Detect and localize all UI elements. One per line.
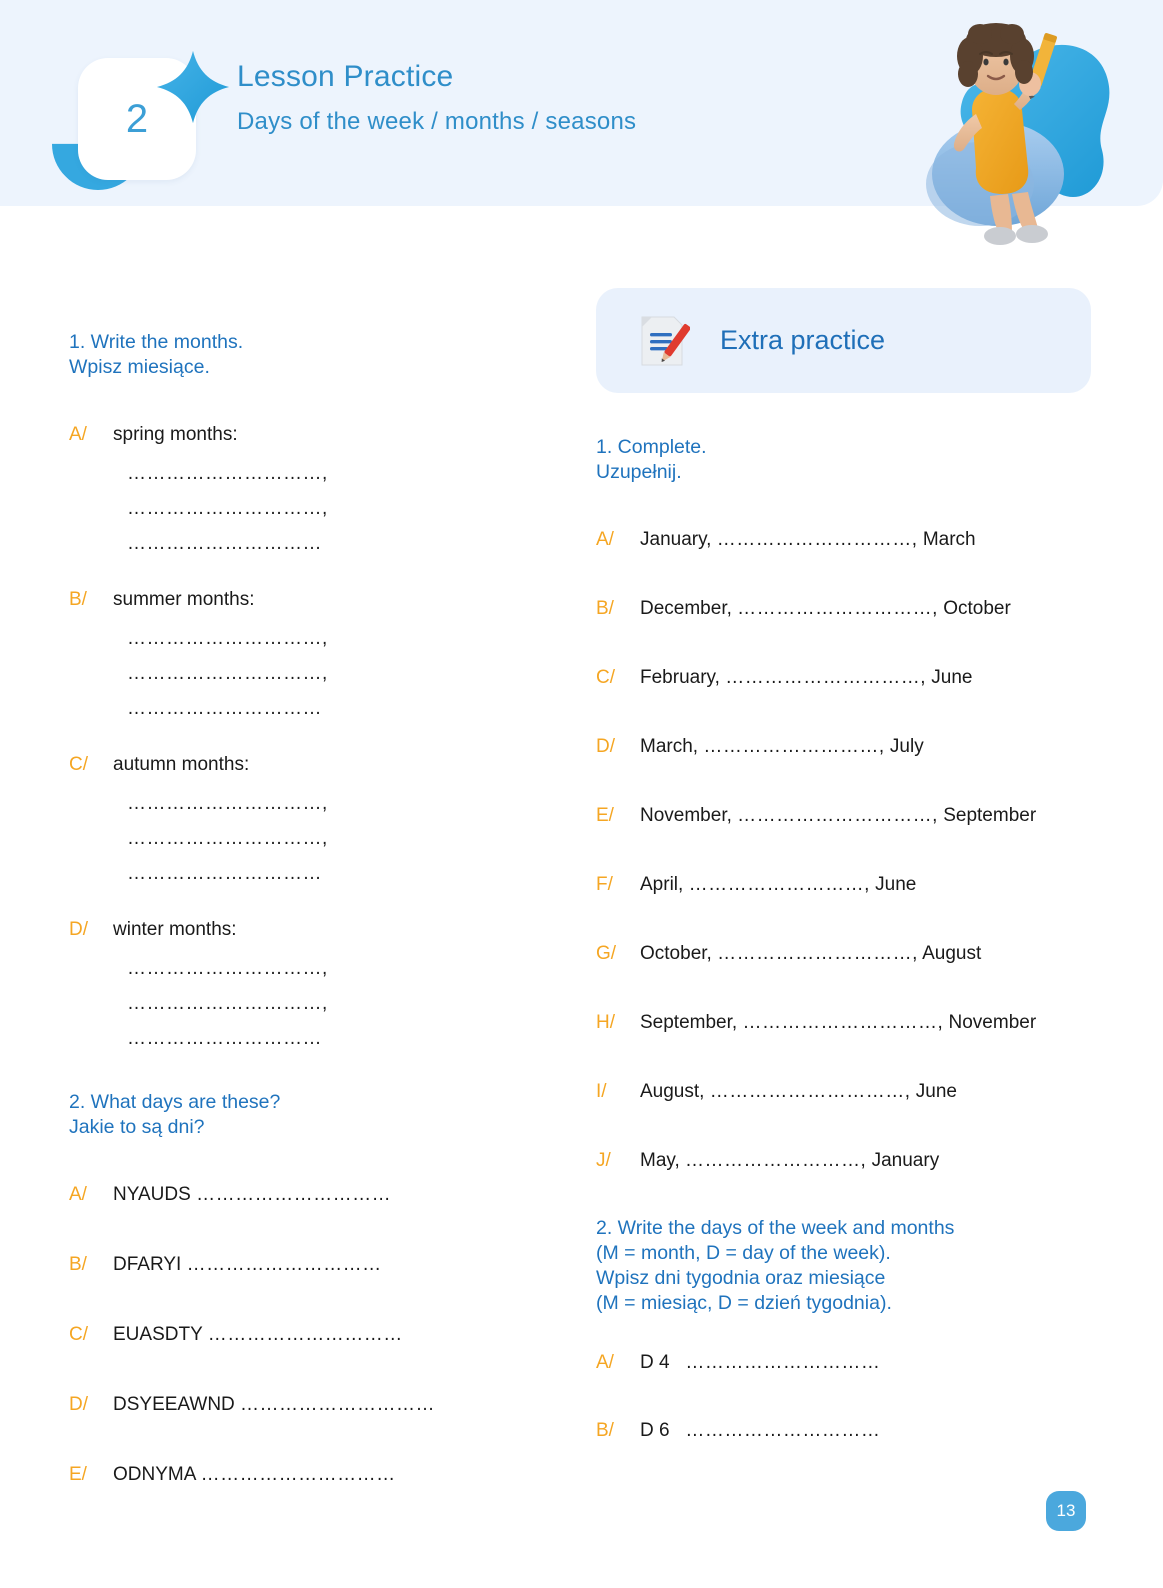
answer-blank[interactable]: …………………………, bbox=[742, 1012, 944, 1033]
anagram-text: NYAUDS bbox=[113, 1184, 191, 1205]
sequence-before: April, bbox=[640, 874, 684, 895]
item-label: spring months: bbox=[113, 424, 238, 445]
item-label: summer months: bbox=[113, 589, 255, 610]
item-label: winter months: bbox=[113, 919, 237, 940]
list-item bbox=[596, 665, 1091, 691]
answer-blank[interactable]: ………………………… bbox=[207, 1324, 403, 1345]
anagram-text: EUASDTY bbox=[113, 1324, 203, 1345]
item-tag: E/ bbox=[69, 1464, 87, 1485]
sequence-after: March bbox=[922, 529, 976, 550]
right-column bbox=[596, 288, 1091, 1444]
anagram-word bbox=[113, 1392, 539, 1418]
list-item bbox=[69, 1392, 539, 1418]
answer-blank[interactable]: …………………………, bbox=[127, 828, 328, 849]
anagram-word bbox=[113, 1322, 539, 1348]
list-item bbox=[596, 1148, 1091, 1174]
right-ex2-heading-en-2: (M = month, D = day of the week). bbox=[596, 1242, 891, 1264]
anagram-text: DSYEEAWND bbox=[113, 1394, 235, 1415]
complete-sequence bbox=[640, 1079, 1091, 1105]
answer-blank[interactable]: ………………………, bbox=[703, 736, 885, 757]
lesson-badge bbox=[52, 46, 232, 196]
extra-practice-title: Extra practice bbox=[720, 325, 886, 355]
answer-blank[interactable]: …………………………, bbox=[127, 793, 328, 814]
item-tag: D/ bbox=[69, 1394, 88, 1415]
item-tag: J/ bbox=[596, 1150, 611, 1171]
left-ex2-heading-en: 2. What days are these? bbox=[69, 1091, 281, 1113]
left-column bbox=[69, 330, 539, 1488]
sequence-after: August bbox=[922, 943, 982, 964]
item-tag: A/ bbox=[596, 529, 614, 550]
lesson-number: 2 bbox=[125, 97, 149, 141]
list-item bbox=[596, 1010, 1091, 1036]
list-item bbox=[596, 872, 1091, 898]
answer-blank[interactable]: ………………………… bbox=[127, 698, 322, 719]
extra-practice-box bbox=[596, 288, 1091, 393]
right-exercise1-heading bbox=[596, 435, 1091, 485]
page-title: Lesson Practice bbox=[237, 60, 454, 93]
list-item bbox=[69, 587, 539, 613]
item-tag: B/ bbox=[69, 589, 87, 610]
complete-sequence bbox=[640, 1148, 1091, 1174]
item-tag: D/ bbox=[596, 736, 615, 757]
sequence-after: October bbox=[943, 598, 1011, 619]
right-exercise2-heading bbox=[596, 1216, 1091, 1316]
anagram-word bbox=[113, 1252, 539, 1278]
answer-blank[interactable]: ………………………… bbox=[685, 1420, 881, 1441]
item-tag: G/ bbox=[596, 943, 617, 964]
left-exercise1-heading bbox=[69, 330, 539, 380]
list-item bbox=[596, 803, 1091, 829]
anagram-word bbox=[113, 1182, 539, 1208]
sequence-before: August, bbox=[640, 1081, 705, 1102]
answer-blank[interactable]: …………………………, bbox=[716, 529, 918, 550]
complete-sequence bbox=[640, 1010, 1091, 1036]
list-item bbox=[596, 1418, 1091, 1444]
anagram-text: DFARYI bbox=[113, 1254, 182, 1275]
complete-sequence bbox=[640, 527, 1091, 553]
sequence-before: January, bbox=[640, 529, 712, 550]
answer-blank[interactable]: …………………………, bbox=[725, 667, 926, 688]
list-item bbox=[69, 1462, 539, 1488]
item-tag: B/ bbox=[596, 598, 614, 619]
right-ex2-heading-en-1: 2. Write the days of the week and months bbox=[596, 1217, 955, 1239]
right-ex1-heading-en: 1. Complete. bbox=[596, 436, 707, 458]
page-number: 13 bbox=[1056, 1501, 1076, 1520]
code-text: D 6 bbox=[640, 1420, 670, 1441]
answer-blank[interactable]: …………………………, bbox=[709, 1081, 911, 1102]
item-label: autumn months: bbox=[113, 754, 250, 775]
item-tag: E/ bbox=[596, 805, 614, 826]
sequence-after: July bbox=[889, 736, 924, 757]
sequence-after: September bbox=[943, 805, 1037, 826]
sequence-after: January bbox=[871, 1150, 940, 1171]
list-item bbox=[69, 1322, 539, 1348]
page-header bbox=[0, 0, 1163, 206]
answer-blank[interactable]: …………………………, bbox=[127, 958, 328, 979]
answer-blank[interactable]: ………………………, bbox=[688, 874, 870, 895]
answer-blank[interactable]: …………………………, bbox=[737, 598, 938, 619]
left-ex1-heading-en: 1. Write the months. bbox=[69, 331, 244, 353]
list-item bbox=[596, 1350, 1091, 1376]
answer-blank[interactable]: ………………………… bbox=[196, 1184, 392, 1205]
girl-with-pencil-illustration bbox=[880, 18, 1142, 248]
answer-blank[interactable]: …………………………, bbox=[737, 805, 938, 826]
sequence-after: June bbox=[875, 874, 917, 895]
sequence-before: May, bbox=[640, 1150, 680, 1171]
right-ex2-heading-pl-2: (M = miesiąc, D = dzień tygodnia). bbox=[596, 1292, 892, 1314]
item-tag: A/ bbox=[69, 1184, 87, 1205]
answer-blank[interactable]: ………………………… bbox=[186, 1254, 382, 1275]
answer-blank[interactable]: ………………………… bbox=[240, 1394, 436, 1415]
sequence-after: June bbox=[915, 1081, 957, 1102]
list-item bbox=[596, 527, 1091, 553]
list-item bbox=[69, 917, 539, 943]
answer-blank[interactable]: ………………………… bbox=[685, 1352, 881, 1373]
item-tag: B/ bbox=[69, 1254, 87, 1275]
header-text-group bbox=[237, 60, 636, 136]
sequence-before: November, bbox=[640, 805, 732, 826]
complete-sequence bbox=[640, 872, 1091, 898]
answer-blank[interactable]: …………………………, bbox=[717, 943, 918, 964]
page-number-badge bbox=[1046, 1491, 1086, 1531]
answer-blank[interactable]: ………………………… bbox=[200, 1464, 396, 1485]
list-item bbox=[69, 422, 539, 448]
list-item bbox=[69, 752, 539, 778]
complete-sequence bbox=[640, 803, 1091, 829]
sequence-before: September, bbox=[640, 1012, 738, 1033]
complete-sequence bbox=[640, 941, 1091, 967]
item-tag: C/ bbox=[69, 1324, 88, 1345]
document-with-pencil-icon bbox=[634, 311, 690, 371]
item-tag: C/ bbox=[596, 667, 615, 688]
anagram-text: ODNYMA bbox=[113, 1464, 196, 1485]
item-tag: B/ bbox=[596, 1420, 614, 1441]
list-item bbox=[596, 596, 1091, 622]
four-point-star-icon bbox=[152, 46, 234, 128]
list-item bbox=[69, 1252, 539, 1278]
answer-blank[interactable]: …………………………, bbox=[127, 993, 328, 1014]
item-tag: I/ bbox=[596, 1081, 607, 1102]
list-item bbox=[596, 941, 1091, 967]
sequence-before: February, bbox=[640, 667, 720, 688]
list-item bbox=[596, 1079, 1091, 1105]
anagram-word bbox=[113, 1462, 539, 1488]
code-text: D 4 bbox=[640, 1352, 670, 1373]
sequence-after: June bbox=[931, 667, 973, 688]
sequence-before: October, bbox=[640, 943, 712, 964]
left-exercise2-heading bbox=[69, 1090, 539, 1140]
item-tag: F/ bbox=[596, 874, 613, 895]
left-ex2-heading-pl: Jakie to są dni? bbox=[69, 1116, 205, 1138]
item-tag: H/ bbox=[596, 1012, 615, 1033]
list-item bbox=[69, 1182, 539, 1208]
answer-blank[interactable]: …………………………, bbox=[127, 498, 328, 519]
sequence-before: December, bbox=[640, 598, 732, 619]
code-answer bbox=[640, 1418, 1091, 1444]
sequence-before: March, bbox=[640, 736, 699, 757]
complete-sequence bbox=[640, 665, 1091, 691]
complete-sequence bbox=[640, 596, 1091, 622]
item-tag: C/ bbox=[69, 754, 88, 775]
item-tag: A/ bbox=[596, 1352, 614, 1373]
sequence-after: November bbox=[948, 1012, 1037, 1033]
answer-blank[interactable]: …………………………, bbox=[127, 628, 328, 649]
item-tag: D/ bbox=[69, 919, 88, 940]
answer-blank[interactable]: ………………………, bbox=[685, 1150, 867, 1171]
complete-sequence bbox=[640, 734, 1091, 760]
right-ex2-heading-pl-1: Wpisz dni tygodnia oraz miesiące bbox=[596, 1267, 886, 1289]
page-subtitle: Days of the week / months / seasons bbox=[237, 108, 637, 135]
item-tag: A/ bbox=[69, 424, 87, 445]
answer-blank[interactable]: ………………………… bbox=[127, 1028, 322, 1049]
right-ex1-heading-pl: Uzupełnij. bbox=[596, 461, 682, 483]
answer-blank[interactable]: ………………………… bbox=[127, 533, 322, 554]
left-ex1-heading-pl: Wpisz miesiące. bbox=[69, 356, 210, 378]
answer-blank[interactable]: …………………………, bbox=[127, 463, 328, 484]
answer-blank[interactable]: …………………………, bbox=[127, 663, 328, 684]
code-answer bbox=[640, 1350, 1091, 1376]
list-item bbox=[596, 734, 1091, 760]
answer-blank[interactable]: ………………………… bbox=[127, 863, 322, 884]
